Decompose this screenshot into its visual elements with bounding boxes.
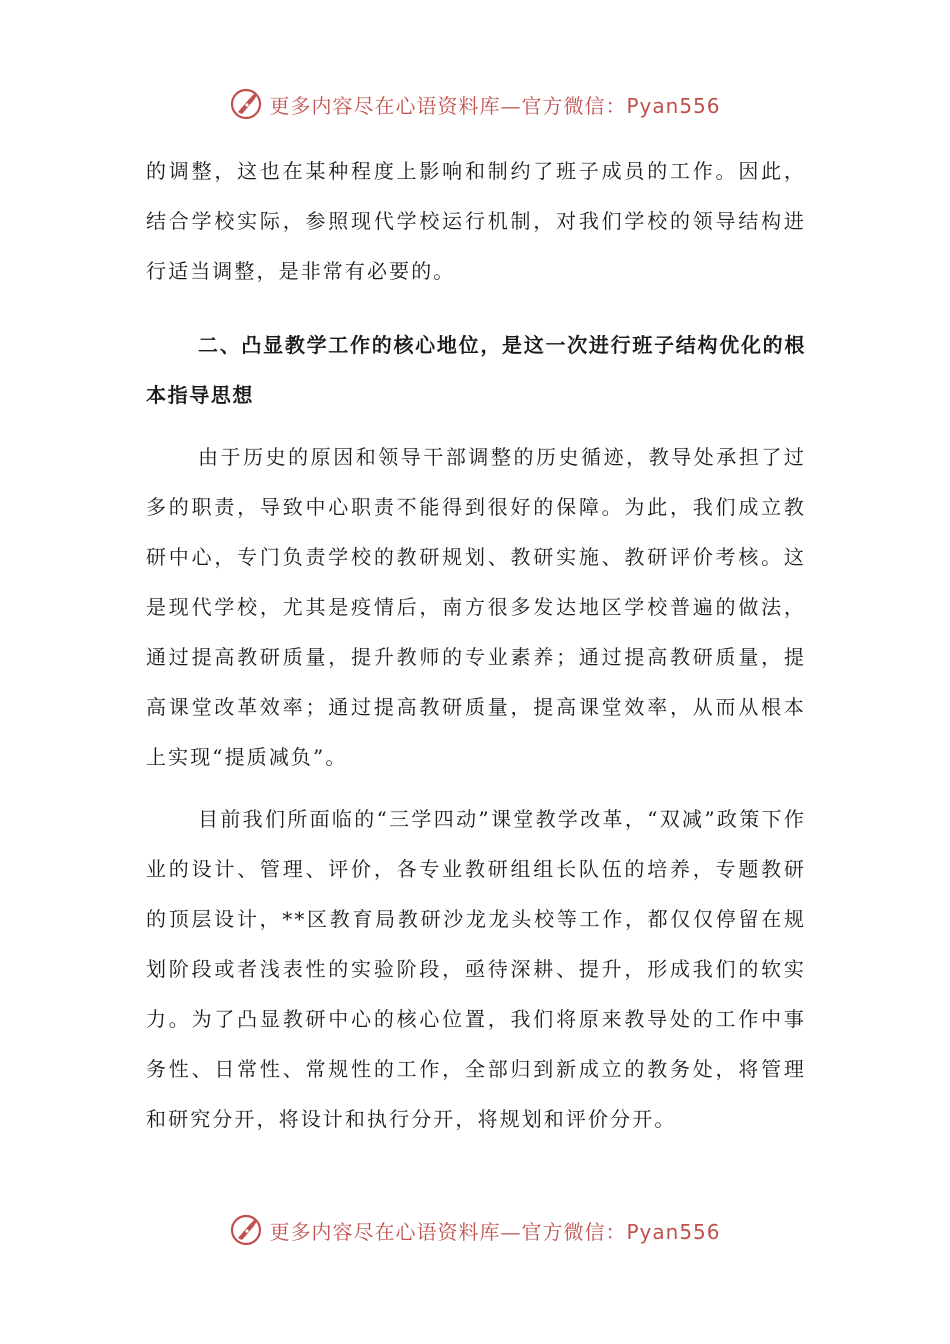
paragraph-body: 由于历史的原因和领导干部调整的历史循迹，教导处承担了过多的职责，导致中心职责不能得到很好的保障。为此，我们成立教研中心，专门负责学校的教研规划、教研实施、教研评价考核。这是现代学校，尤其是疫情后，南方很多发达地区学校普遍的做法，通过提高教研质量，提升教师的专业素养；通过提高教研质量，提高课堂改革效率；通过提高教研质量，提高课堂效率，从而从根本上实现“提质减负”。 (146, 445, 806, 769)
watermark-text: 更多内容尽在心语资料库—官方微信：Pyan556 (269, 1219, 721, 1244)
footer-watermark (0, 1208, 950, 1252)
paragraph-continuation: 的调整，这也在某种程度上影响和制约了班子成员的工作。因此，结合学校实际，参照现代学校运行机制，对我们学校的领导结构进行适当调整，是非常有必要的。 (146, 159, 806, 283)
watermark-wechat-id: Pyan556 (626, 93, 721, 118)
pen-nib-logo-icon (229, 1213, 263, 1247)
header-watermark (0, 82, 950, 126)
document-body (146, 146, 806, 1144)
paragraph-body: 目前我们所面临的“三学四动”课堂教学改革，“双减”政策下作业的设计、管理、评价，各专业教研组组长队伍的培养，专题教研的顶层设计，**区教育局教研沙龙龙头校等工作，都仅仅停留在规划阶段或者浅表性的实验阶段，亟待深耕、提升，形成我们的软实力。为了凸显教研中心的核心位置，我们将原来教导处的工作中事务性、日常性、常规性的工作，全部归到新成立的教务处，将管理和研究分开，将设计和执行分开，将规划和评价分开。 (146, 807, 806, 1131)
watermark-wechat-id: Pyan556 (626, 1219, 721, 1244)
section-heading: 二、凸显教学工作的核心地位，是这一次进行班子结构优化的根本指导思想 (146, 333, 806, 407)
pen-nib-logo-icon (229, 87, 263, 121)
watermark-text: 更多内容尽在心语资料库—官方微信：Pyan556 (269, 93, 721, 118)
